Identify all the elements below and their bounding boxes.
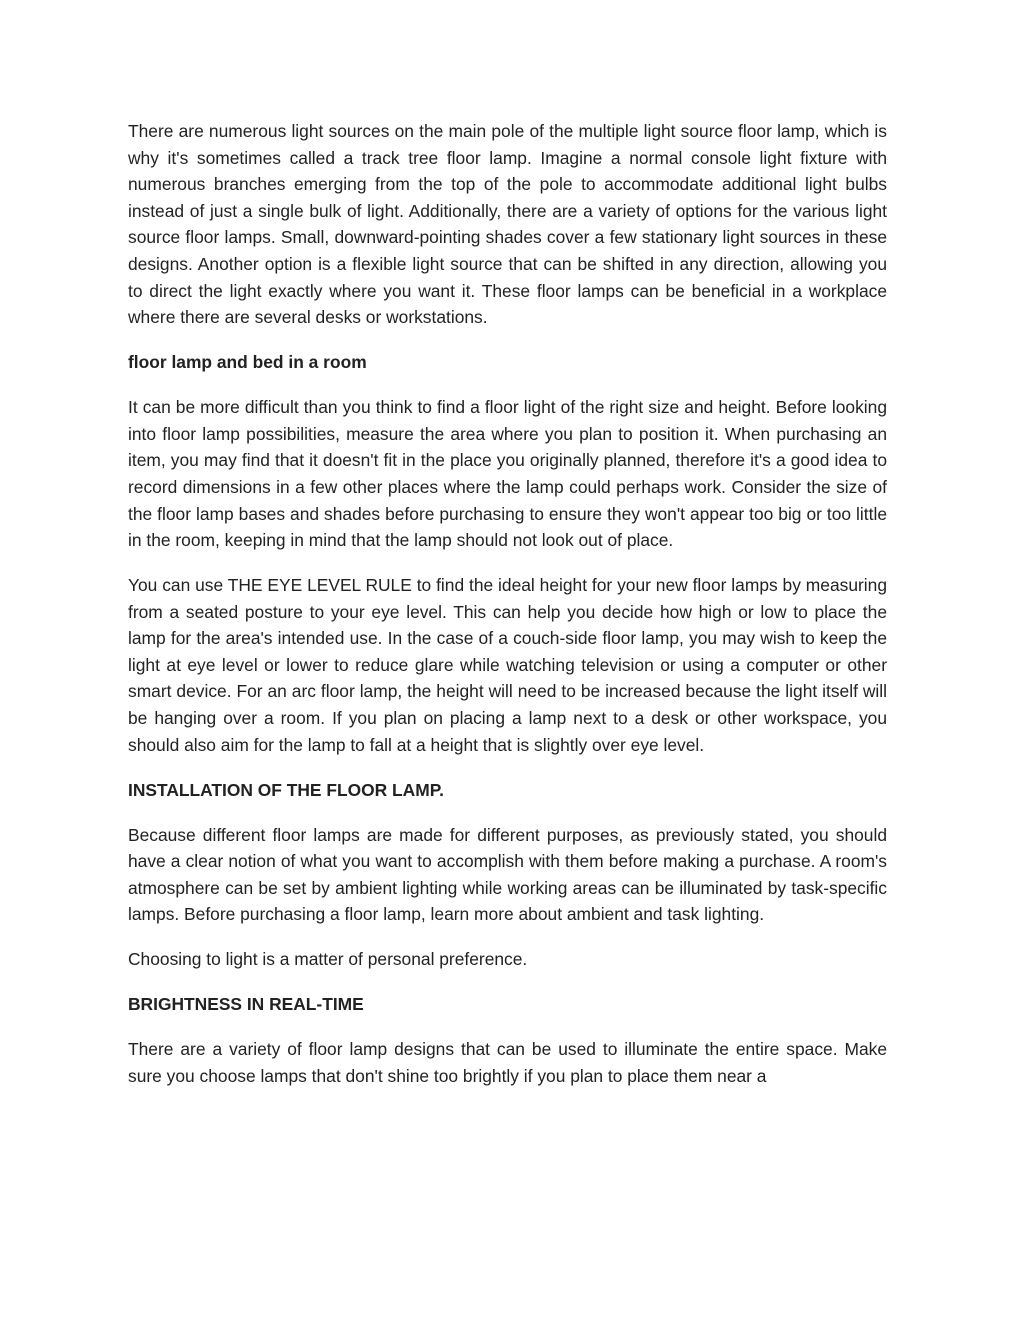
- paragraph-size-and-height: It can be more difficult than you think to find a floor light of the right size and height. Before looking into floor lamp possibilities, measure the area where you plan to position it. When purchasing an item, you may find that it doesn't fit in the place you originally planned, therefore it's a good idea to record dimensions in a few other places where the lamp could perhaps work. Consider the size of the floor lamp bases and shades before purchasing to ensure they won't appear too big or too little in the room, keeping in mind that the lamp should not look out of place.: [128, 397, 887, 551]
- paragraph-purposes: Because different floor lamps are made for different purposes, as previously stated, you should have a clear notion of what you want to accomplish with them before making a purchase. A room's atmosphere can be set by ambient lighting while working areas can be illuminated by task-specific lamps. Before purchasing a floor lamp, learn more about ambient and task lighting.: [128, 824, 887, 925]
- paragraph-eye-level-rule: You can use THE EYE LEVEL RULE to find the ideal height for your new floor lamps by measuring from a seated posture to your eye level. This can help you decide how high or low to place the lamp for the area's intended use. In the case of a couch-side floor lamp, you may wish to keep the light at eye level or lower to reduce glare while watching television or using a computer or other smart device. For an arc floor lamp, the height will need to be increased because the light itself will be hanging over a room. If you plan on placing a lamp next to a desk or other workspace, you should also aim for the lamp to fall at a height that is slightly over eye level.: [128, 575, 887, 755]
- paragraph-track-tree-lamps: There are numerous light sources on the main pole of the multiple light source floor lamp, which is why it's sometimes called a track tree floor lamp. Imagine a normal console light fixture with numerous branches emerging from the top of the pole to accommodate additional light bulbs instead of just a single bulk of light. Additionally, there are a variety of options for the various light source floor lamps. Small, downward-pointing shades cover a few stationary light sources in these designs. Another option is a flexible light source that can be shifted in any direction, allowing you to direct the light exactly where you want it. These floor lamps can be beneficial in a workplace where there are several desks or workstations.: [128, 121, 887, 328]
- paragraph-personal-preference: Choosing to light is a matter of personal preference.: [128, 949, 528, 970]
- document-page: [128, 118, 887, 1090]
- heading-brightness: BRIGHTNESS IN REAL-TIME: [128, 994, 364, 1015]
- heading-installation: INSTALLATION OF THE FLOOR LAMP.: [128, 779, 444, 800]
- paragraph-brightness: There are a variety of floor lamp designs that can be used to illuminate the entire space. Make sure you choose lamps that don't shine too brightly if you plan to place them near a: [128, 1039, 887, 1086]
- heading-floor-lamp-and-bed: floor lamp and bed in a room: [128, 352, 367, 373]
